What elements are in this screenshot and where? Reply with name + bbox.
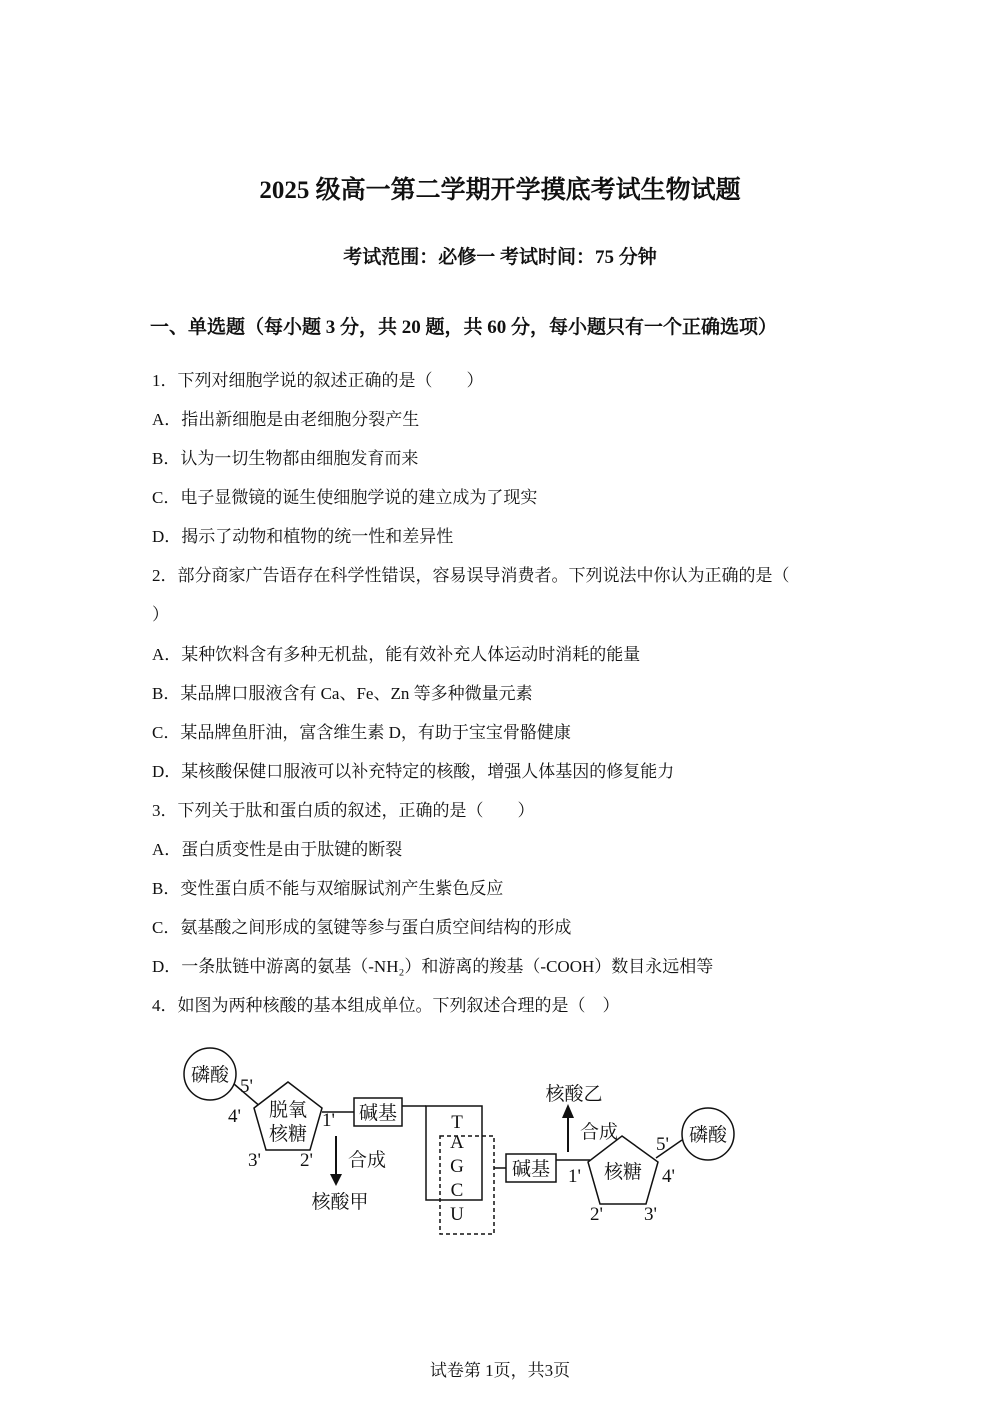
question-2-stem-continued: ） bbox=[152, 605, 169, 624]
question-4-stem: 4．如图为两种核酸的基本组成单位。下列叙述合理的是（ ） bbox=[152, 996, 620, 1015]
question-3-option-d: D．一条肽链中游离的氨基（-NH₂）和游离的羧基（-COOH）数目永远相等 bbox=[152, 957, 714, 976]
question-2-stem: 2．部分商家广告语存在科学性错误，容易误导消费者。下列说法中你认为正确的是（ bbox=[152, 566, 790, 585]
right-c4-label: 4' bbox=[662, 1166, 675, 1187]
left-phosphate-label: 磷酸 bbox=[190, 1065, 230, 1086]
base-a: A bbox=[450, 1132, 464, 1153]
left-product-label: 核酸甲 bbox=[311, 1192, 369, 1213]
left-c5-label: 5' bbox=[240, 1076, 253, 1097]
question-3-option-b: B．变性蛋白质不能与双缩脲试剂产生紫色反应 bbox=[152, 879, 504, 898]
right-phosphate-label: 磷酸 bbox=[688, 1125, 728, 1146]
question-1-option-c: C．电子显微镜的诞生使细胞学说的建立成为了现实 bbox=[152, 488, 538, 507]
left-base-label: 碱基 bbox=[358, 1103, 398, 1124]
question-2-option-d: D．某核酸保健口服液可以补充特定的核酸，增强人体基因的修复能力 bbox=[152, 762, 675, 781]
page-footer: 试卷第 1页，共3页 bbox=[429, 1361, 571, 1380]
question-1-option-d: D．揭示了动物和植物的统一性和差异性 bbox=[152, 527, 454, 546]
question-2-option-c: C．某品牌鱼肝油，富含维生素 D，有助于宝宝骨骼健康 bbox=[152, 723, 571, 742]
right-arrow-label: 合成 bbox=[580, 1122, 619, 1143]
left-arrow-head bbox=[330, 1174, 342, 1186]
exam-info: 考试范围：必修一 考试时间：75 分钟 bbox=[343, 247, 657, 268]
left-arrow-label: 合成 bbox=[348, 1150, 387, 1171]
right-sugar-label: 核糖 bbox=[603, 1162, 643, 1183]
right-product-label: 核酸乙 bbox=[545, 1084, 603, 1105]
question-1-option-b: B．认为一切生物都由细胞发育而来 bbox=[152, 449, 419, 468]
base-u: U bbox=[450, 1204, 464, 1225]
base-t: T bbox=[451, 1112, 463, 1133]
question-3-option-c: C．氨基酸之间形成的氢键等参与蛋白质空间结构的形成 bbox=[152, 918, 572, 937]
nucleotide-diagram bbox=[170, 1040, 770, 1250]
question-2-option-a: A．某种饮料含有多种无机盐，能有效补充人体运动时消耗的能量 bbox=[152, 645, 641, 664]
question-1-option-a: A．指出新细胞是由老细胞分裂产生 bbox=[152, 410, 420, 429]
right-c1-label: 1' bbox=[568, 1166, 581, 1187]
left-c4-label: 4' bbox=[228, 1106, 241, 1127]
question-3-stem: 3．下列关于肽和蛋白质的叙述，正确的是（ ） bbox=[152, 801, 535, 820]
left-c3-label: 3' bbox=[248, 1150, 261, 1171]
question-3-option-a: A．蛋白质变性是由于肽键的断裂 bbox=[152, 840, 403, 859]
right-arrow-head bbox=[562, 1104, 574, 1118]
left-c2-label: 2' bbox=[300, 1150, 313, 1171]
base-g: G bbox=[450, 1156, 464, 1177]
right-c3-label: 3' bbox=[644, 1204, 657, 1225]
right-c5-label: 5' bbox=[656, 1134, 669, 1155]
left-c1-label: 1' bbox=[322, 1110, 335, 1131]
page-title: 2025 级高一第二学期开学摸底考试生物试题 bbox=[259, 177, 741, 204]
base-c: C bbox=[450, 1180, 464, 1201]
question-1-stem: 1．下列对细胞学说的叙述正确的是（ ） bbox=[152, 371, 484, 390]
question-2-option-b: B．某品牌口服液含有 Ca、Fe、Zn 等多种微量元素 bbox=[152, 684, 533, 703]
right-base-label: 碱基 bbox=[511, 1159, 551, 1180]
left-sugar-label-2: 核糖 bbox=[268, 1124, 308, 1145]
left-sugar-label-1: 脱氧 bbox=[268, 1100, 308, 1121]
right-c2-label: 2' bbox=[590, 1204, 603, 1225]
section-heading: 一、单选题（每小题 3 分，共 20 题，共 60 分，每小题只有一个正确选项） bbox=[150, 317, 778, 338]
